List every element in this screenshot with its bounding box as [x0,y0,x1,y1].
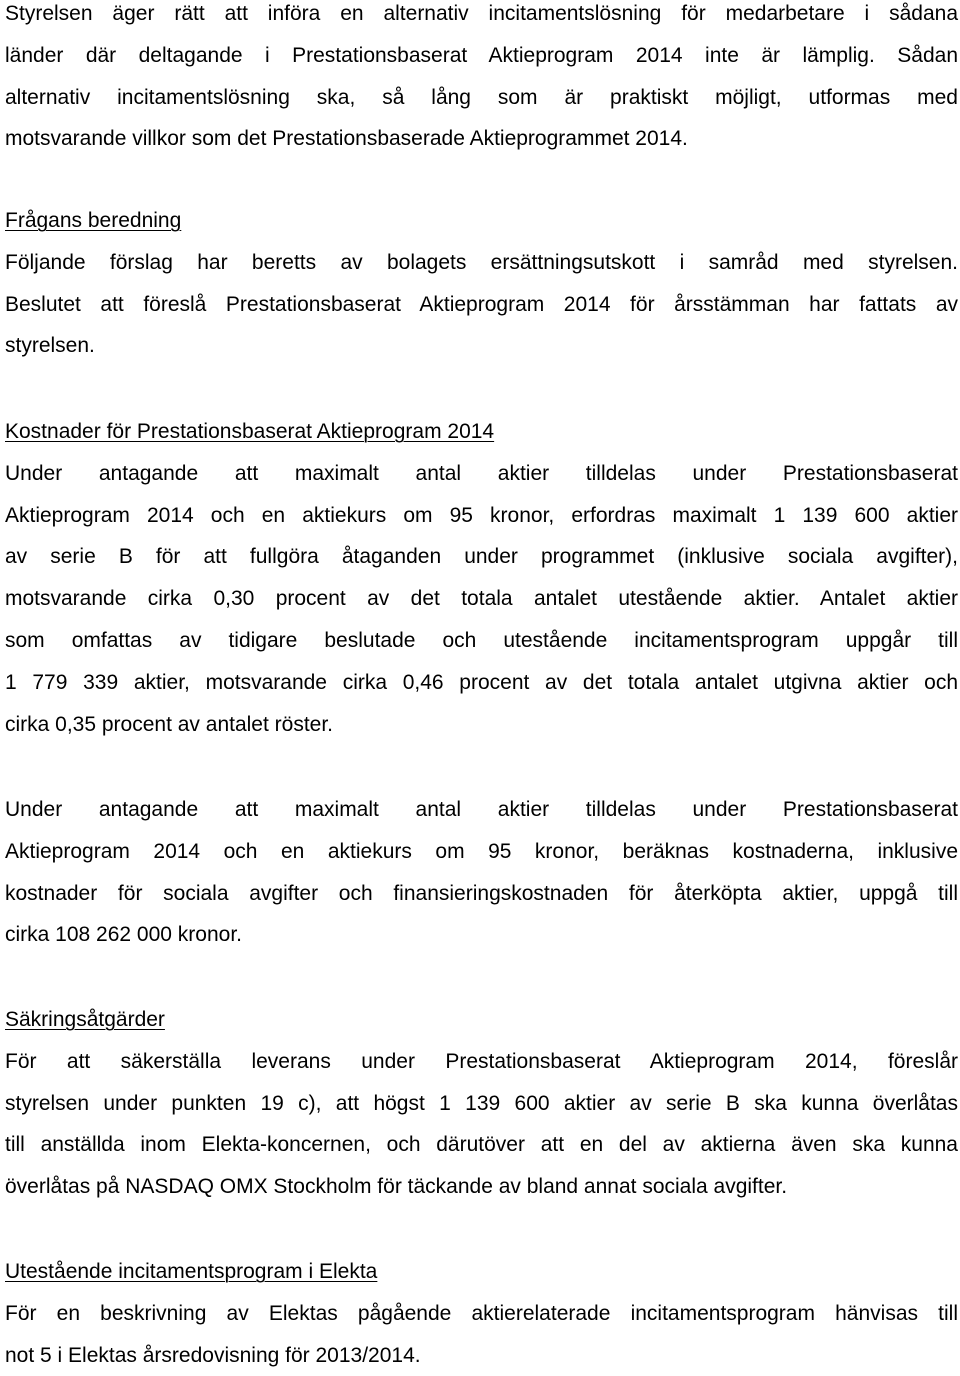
text-line: Aktieprogram 2014 och en aktiekurs om 95 kronor, erfordras maximalt 1 139 600 aktier [5,503,958,527]
text-line: Beslutet att föreslå Prestationsbaserat Aktieprogram 2014 för årsstämman har fattats av [5,292,958,316]
section-heading: Utestående incitamentsprogram i Elekta [5,1260,378,1283]
text-line: av serie B för att fullgöra åtaganden under programmet (inklusive sociala avgifter), [5,545,958,569]
paragraph-kostnader-2 [5,789,958,956]
section-fragans-beredning [5,200,958,367]
text-line: motsvarande villkor som det Prestationsbaserade Aktieprogrammet 2014. [5,127,688,151]
text-line: För att säkerställa leverans under Prestationsbaserat Aktieprogram 2014, föreslår [5,1049,958,1073]
text-line: Under antagande att maximalt antal aktier tilldelas under Prestationsbaserat [5,798,958,821]
section-sakringsatgarder [5,999,958,1208]
text-line: till anställda inom Elekta-koncernen, och därutöver att en del av aktierna även ska kunna [5,1133,958,1157]
section-heading: Frågans beredning [5,209,182,232]
text-line: not 5 i Elektas årsredovisning för 2013/2014. [5,1343,421,1367]
text-line: Styrelsen äger rätt att införa en alternativ incitamentslösning för medarbetare i sådana [5,2,958,25]
text-line: kostnader för sociala avgifter och finansieringskostnaden för återköpta aktier, uppgå till [5,881,958,905]
text-line: motsvarande cirka 0,30 procent av det totala antalet utestående aktier. Antalet aktier [5,587,958,611]
section-kostnader [5,411,958,745]
paragraph-alternativ-incitamentslosning [5,0,958,160]
text-line: Aktieprogram 2014 och en aktiekurs om 95 kronor, beräknas kostnaderna, inklusive [5,839,958,863]
text-line: 1 779 339 aktier, motsvarande cirka 0,46 procent av det totala antalet utgivna aktier och [5,670,958,694]
section-heading: Säkringsåtgärder [5,1008,165,1031]
text-line: cirka 108 262 000 kronor. [5,923,242,947]
text-line: länder där deltagande i Prestationsbaserat Aktieprogram 2014 inte är lämplig. Sådan [5,43,958,67]
text-line: alternativ incitamentslösning ska, så lång som är praktiskt möjligt, utformas med [5,85,958,109]
text-line: överlåtas på NASDAQ OMX Stockholm för täckande av bland annat sociala avgifter. [5,1175,788,1199]
text-line: cirka 0,35 procent av antalet röster. [5,712,334,736]
text-line: För en beskrivning av Elektas pågående aktierelaterade incitamentsprogram hänvisas till [5,1301,958,1325]
text-line: som omfattas av tidigare beslutade och utestående incitamentsprogram uppgår till [5,628,958,652]
text-line: styrelsen. [5,334,95,358]
section-heading: Kostnader för Prestationsbaserat Aktieprogram 2014 [5,420,495,443]
text-line: Under antagande att maximalt antal aktier tilldelas under Prestationsbaserat [5,461,958,485]
section-utestaende-incitamentsprogram [5,1251,958,1376]
text-line: styrelsen under punkten 19 c), att högst 1 139 600 aktier av serie B ska kunna överlåtas [5,1091,958,1115]
text-line: Följande förslag har beretts av bolagets ersättningsutskott i samråd med styrelsen. [5,250,958,274]
